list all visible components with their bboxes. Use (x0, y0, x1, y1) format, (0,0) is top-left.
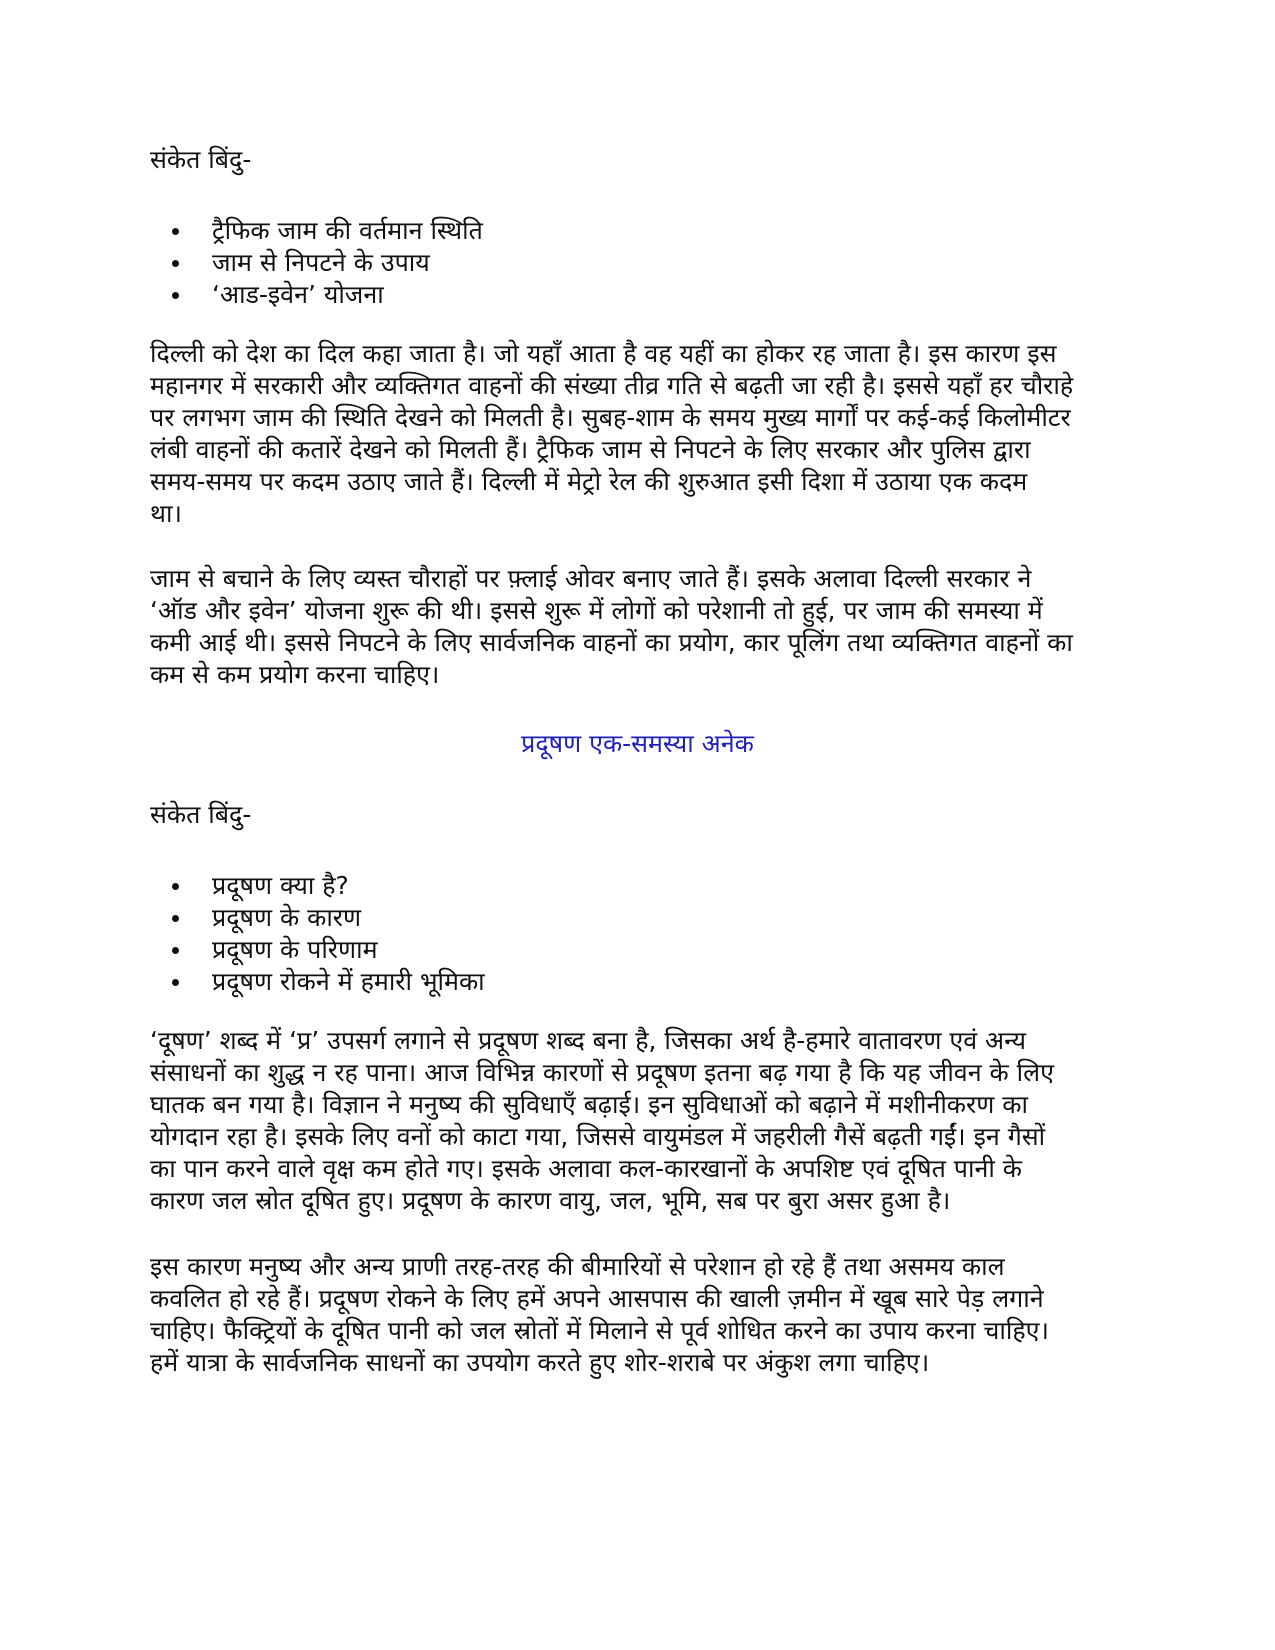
paragraph: ‘दूषण’ शब्द में ‘प्र’ उपसर्ग लगाने से प्रदूषण शब्द बना है, जिसका अर्थ है-हमारे वातावरण एवं अन्य संसाधनों का शुद्ध न रह पाना। आज विभिन्न कारणों से प्रदूषण इतना बढ़ गया है कि यह जीवन के लिए घातक बन गया है। विज्ञान ने मनुष्य की सुविधाएँ बढ़ाई। इन सुविधाओं को बढ़ाने में मशीनीकरण का योगदान रहा है। इसके लिए वनों को काटा गया, जिससे वायुमंडल में जहरीली गैसें बढ़ती गईं। इन गैसों का पान करने वाले वृक्ष कम होते गए। इसके अलावा कल-कारखानों के अपशिष्ट एवं दूषित पानी के कारण जल स्रोत दूषित हुए। प्रदूषण के कारण वायु, जल, भूमि, सब पर बुरा असर हुआ है। (150, 1026, 1054, 1215)
paragraph: इस कारण मनुष्य और अन्य प्राणी तरह-तरह की बीमारियों से परेशान हो रहे हैं तथा असमय काल कवलित हो रहे हैं। प्रदूषण रोकने के लिए हमें अपने आसपास की खाली ज़मीन में खूब सारे पेड़ लगाने चाहिए। फैक्ट्रियों के दूषित पानी को जल स्रोतों में मिलाने से पूर्व शोधित करने का उपाय करना चाहिए। हमें यात्रा के सार्वजनिक साधनों का उपयोग करते हुए शोर-शराबे पर अंकुश लगा चाहिए। (150, 1252, 1049, 1377)
list-item: प्रदूषण के परिणाम (150, 934, 1135, 966)
bullet-icon (172, 883, 179, 890)
paragraph: दिल्ली को देश का दिल कहा जाता है। जो यहाँ आता है वह यहीं का होकर रह जाता है। इस कारण इस महानगर में सरकारी और व्यक्तिगत वाहनों की संख्या तीव्र गति से बढ़ती जा रही है। इससे यहाँ हर चौराहे पर लगभग जाम की स्थिति देखने को मिलती है। सुबह-शाम के समय मुख्य मार्गों पर कई-कई किलोमीटर लंबी वाहनों की कतारें देखने को मिलती हैं। ट्रैफिक जाम से निपटने के लिए सरकार और पुलिस द्वारा समय-समय पर कदम उठाए जाते हैं। दिल्ली में मेट्रो रेल की शुरुआत इसी दिशा में उठाया एक कदम था। (150, 339, 1074, 528)
list-item: ट्रैफिक जाम की वर्तमान स्थिति (150, 215, 1135, 247)
list-item: प्रदूषण क्या है? (150, 870, 1135, 902)
section-heading: प्रदूषण एक-समस्या अनेक (521, 729, 754, 758)
bullet-icon (172, 915, 179, 922)
bullet-icon (172, 979, 179, 986)
hint-points-label: संकेत बिंदु- (150, 800, 252, 829)
bullet-icon (172, 260, 179, 267)
bullet-icon (172, 228, 179, 235)
bullet-icon (172, 292, 179, 299)
list-item: प्रदूषण के कारण (150, 902, 1135, 934)
bullet-icon (172, 947, 179, 954)
list-item: ‘आड-इवेन’ योजना (150, 279, 1135, 311)
list-item: जाम से निपटने के उपाय (150, 247, 1135, 279)
list-item: प्रदूषण रोकने में हमारी भूमिका (150, 966, 1135, 998)
hint-points-label: संकेत बिंदु- (150, 145, 252, 174)
hint-points-list (150, 215, 1135, 311)
paragraph: जाम से बचाने के लिए व्यस्त चौराहों पर फ़्लाई ओवर बनाए जाते हैं। इसके अलावा दिल्ली सरकार ने ‘ऑड और इवेन’ योजना शुरू की थी। इससे शुरू में लोगों को परेशानी तो हुई, पर जाम की समस्या में कमी आई थी। इससे निपटने के लिए सार्वजनिक वाहनों का प्रयोग, कार पूलिंग तथा व्यक्तिगत वाहनों का कम से कम प्रयोग करना चाहिए। (150, 564, 1073, 689)
hint-points-list (150, 870, 1135, 998)
